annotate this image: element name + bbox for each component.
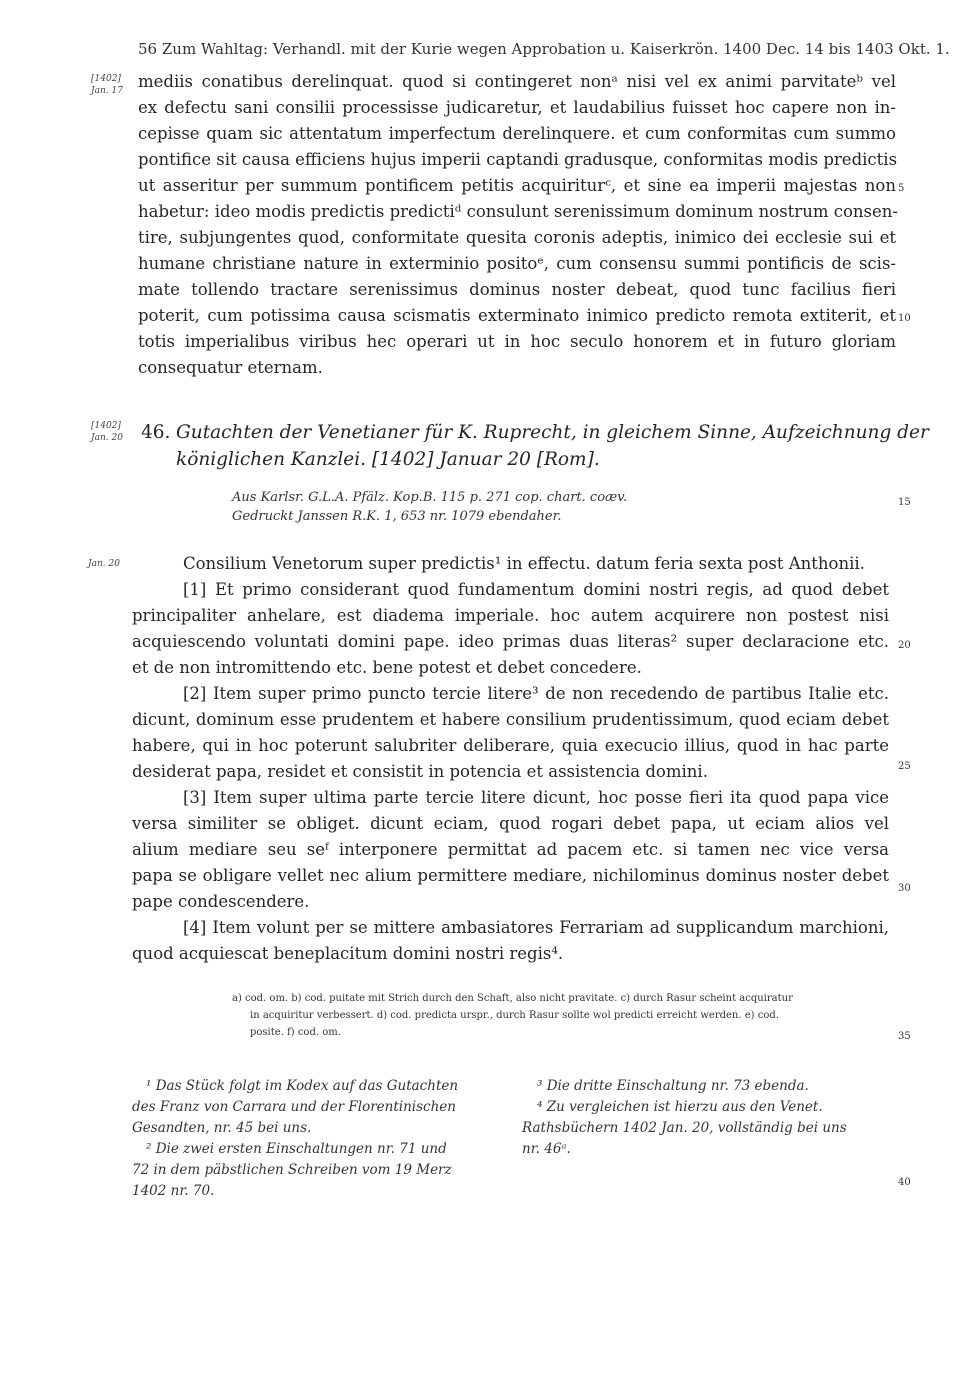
text-line: habetur: ideo modis predictis predictiᵈ consulunt serenissimum dominum nostrum consen- bbox=[138, 202, 898, 221]
footnote-line: 1402 nr. 70. bbox=[132, 1183, 215, 1199]
text-line: dicunt, dominum esse prudentem et habere consilium prudentissimum, quod eciam debet bbox=[132, 710, 889, 729]
line-number: 25 bbox=[898, 761, 911, 772]
text-line: pape condescendere. bbox=[132, 892, 310, 911]
line-number: 20 bbox=[898, 640, 911, 651]
line-number: 10 bbox=[898, 313, 911, 324]
footnote-line: Rathsbüchern 1402 Jan. 20, vollständig bei uns bbox=[522, 1120, 847, 1136]
text-line: mediis conatibus derelinquat. quod si contingeret nonᵃ nisi vel ex animi parvitateᵇ vel bbox=[138, 72, 896, 91]
margin-date-top: [1402] Jan. 17 bbox=[91, 74, 123, 96]
text-line: quod acquiescat beneplacitum domini nostri regis⁴. bbox=[132, 944, 564, 963]
line-number: 5 bbox=[898, 183, 905, 194]
footnote-line: nr. 46ᵃ. bbox=[522, 1141, 571, 1157]
text-line: [4] Item volunt per se mittere ambasiatores Ferrariam ad supplicandum marchioni, bbox=[183, 918, 889, 937]
textual-note-line: posite. f) cod. om. bbox=[250, 1027, 341, 1038]
text-line: poterit, cum potissima causa scismatis exterminato inimico predicto remota extiterit, et bbox=[138, 306, 896, 325]
source-line: Aus Karlsr. G.L.A. Pfälz. Kop.B. 115 p. 271 cop. chart. coæv. bbox=[232, 490, 628, 505]
text-line: pontifice sit causa efficiens hujus imperii captandi gradusque, conformitas modis predictis bbox=[138, 150, 898, 169]
text-line: mate tollendo tractare serenissimus dominus noster debeat, quod tunc facilius fieri bbox=[138, 280, 896, 299]
textual-note-line: a) cod. om. b) cod. puitate mit Strich durch den Schaft, also nicht pravitate. c) durch Rasur scheint acquiratur bbox=[232, 993, 793, 1004]
text-line: et de non intromittendo etc. bene potest et debet concedere. bbox=[132, 658, 642, 677]
margin-date-body: Jan. 20 bbox=[88, 559, 120, 569]
text-line: [2] Item super primo puncto tercie litere³ de non recedendo de partibus Italie etc. bbox=[183, 684, 889, 703]
running-header: 56 Zum Wahltag: Verhandl. mit der Kurie wegen Approbation u. Kaiserkrön. 1400 Dec. 14 bis 1403 Okt. 1. bbox=[138, 40, 950, 58]
text-line: tire, subjungentes quod, conformitate quesita coronis adeptis, inimico dei ecclesie sui et bbox=[138, 228, 896, 247]
text-line: habere, qui in hoc poterunt salubriter deliberare, quia execucio illius, quod in hac parte bbox=[132, 736, 889, 755]
footnote-line: ⁴ Zu vergleichen ist hierzu aus den Venet. bbox=[537, 1099, 823, 1115]
footnote-line: Gesandten, nr. 45 bei uns. bbox=[132, 1120, 312, 1136]
text-line: ex defectu sani consilii processisse judicaretur, et laudabilius fuisset hoc capere non in- bbox=[138, 98, 896, 117]
footnote-line: ³ Die dritte Einschaltung nr. 73 ebenda. bbox=[537, 1078, 809, 1094]
text-line: alium mediare seu seᶠ interponere permittat ad pacem etc. si tamen nec vice versa bbox=[132, 840, 889, 859]
text-line: consequatur eternam. bbox=[138, 358, 323, 377]
footnote-line: des Franz von Carrara und der Florentinischen bbox=[132, 1099, 456, 1115]
text-line: versa similiter se obliget. dicunt eciam, quod rogari debet papa, ut eciam alios vel bbox=[132, 814, 889, 833]
source-line: Gedruckt Janssen R.K. 1, 653 nr. 1079 ebendaher. bbox=[232, 509, 562, 524]
text-line: ut asseritur per summum pontificem petitis acquiriturᶜ, et sine ea imperii majestas non bbox=[138, 176, 896, 195]
doc-title: Gutachten der Venetianer für K. Ruprecht, in gleichem Sinne, Aufzeichnung der bbox=[176, 422, 929, 443]
text-line: desiderat papa, residet et consistit in potencia et assistencia domini. bbox=[132, 762, 708, 781]
text-line: papa se obligare vellet nec alium permittere mediare, nichilominus dominus noster debet bbox=[132, 866, 889, 885]
footnote-line: ¹ Das Stück folgt im Kodex auf das Gutachten bbox=[146, 1078, 459, 1094]
doc-number: 46. bbox=[141, 422, 171, 443]
textual-note-line: in acquiritur verbessert. d) cod. predicta urspr., durch Rasur sollte wol predicti erreicht werden. e) cod. bbox=[250, 1010, 779, 1021]
text-line: totis imperialibus viribus hec operari ut in hoc seculo honorem et in futuro gloriam bbox=[138, 332, 896, 351]
line-number: 30 bbox=[898, 883, 911, 894]
line-number: 35 bbox=[898, 1031, 911, 1042]
text-line: cepisse quam sic attentatum imperfectum derelinquere. et cum conformitas cum summo bbox=[138, 124, 896, 143]
text-line: humane christiane nature in exterminio positoᵉ, cum consensu summi pontificis de scis- bbox=[138, 254, 896, 273]
text-line: [3] Item super ultima parte tercie litere dicunt, hoc posse fieri ita quod papa vice bbox=[183, 788, 889, 807]
line-number: 15 bbox=[898, 497, 911, 508]
text-line: acquiescendo voluntati domini pape. ideo primas duas literas² super declaracione etc. bbox=[132, 632, 889, 651]
footnote-line: ² Die zwei ersten Einschaltungen nr. 71 und bbox=[146, 1141, 447, 1157]
line-number: 40 bbox=[898, 1177, 911, 1188]
footnote-line: 72 in dem päbstlichen Schreiben vom 19 Merz bbox=[132, 1162, 452, 1178]
text-line: [1] Et primo considerant quod fundamentum domini nostri regis, ad quod debet bbox=[183, 580, 889, 599]
doc-title-cont: königlichen Kanzlei. [1402] Januar 20 [Rom]. bbox=[176, 449, 600, 470]
text-line: principaliter anhelare, est diadema imperiale. hoc autem acquirere non postest nisi bbox=[132, 606, 889, 625]
text-line: Consilium Venetorum super predictis¹ in effectu. datum feria sexta post Anthonii. bbox=[183, 554, 865, 573]
margin-date-doc: [1402] Jan. 20 bbox=[91, 421, 123, 443]
